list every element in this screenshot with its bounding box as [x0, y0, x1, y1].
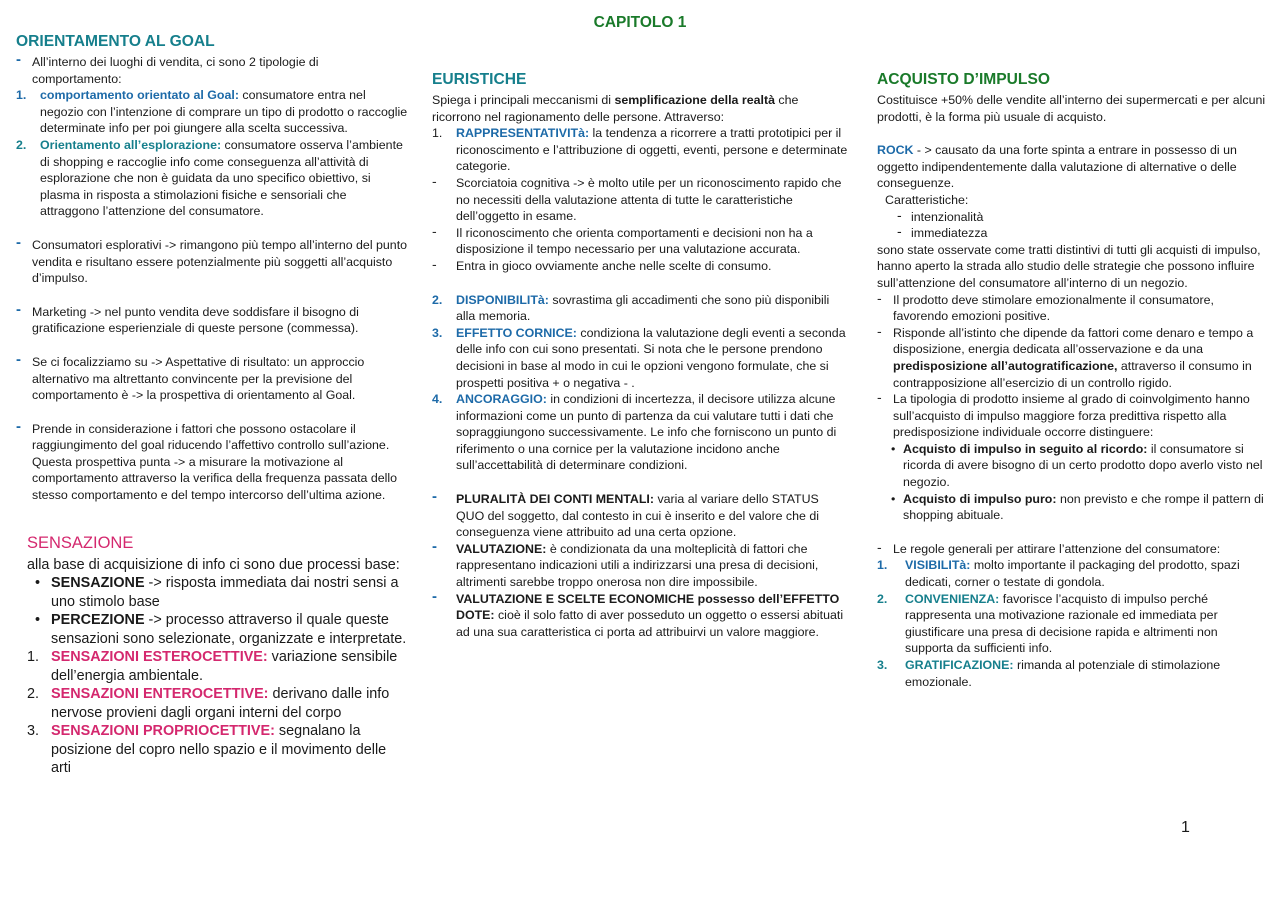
- section-title-impulso: ACQUISTO D’IMPULSO: [877, 71, 1050, 88]
- list-item: • SENSAZIONE -> risposta immediata dai nostri sensi a uno stimolo base: [27, 574, 408, 611]
- list-item: - Il riconoscimento che orienta comportamenti e decisioni non ha a disposizione il tempo necessario per una valutazione accurata.: [432, 225, 850, 258]
- list-item: 3. GRATIFICAZIONE: rimanda al potenziale di stimolazione emozionale.: [877, 658, 1221, 689]
- section-title-sensazione: SENSAZIONE: [27, 533, 134, 552]
- section-sensazione: [16, 533, 408, 778]
- list-item: 2. SENSAZIONI ENTEROCETTIVE: derivano dalle info nervose provieni dagli organi interni del corpo: [27, 686, 390, 721]
- list-item: - Le regole generali per attirare l’attenzione del consumatore:: [877, 541, 1267, 558]
- page-number: 1: [1181, 819, 1190, 836]
- list-item: - Se ci focalizziamo su -> Aspettative di risultato: un approccio alternativo ma altrettanto convincente per la previsione del comportamento è -> la prospettiva di orientamento al Goal.: [16, 354, 408, 404]
- list-item: 4. ANCORAGGIO: in condizioni di incertezza, il decisore utilizza alcune informazioni come un punto di partenza da cui valutare tutti i dati che sopraggiungono successivamente. Le info che forniscono un punto di riferimento o una cornice per la valutazione incidono anche sull’accettabilità di determinare condizioni.: [432, 392, 837, 473]
- list-item: - VALUTAZIONE E SCELTE ECONOMICHE possesso dell’EFFETTO DOTE: cioè il solo fatto di aver posseduto un oggetto o essersi abituati ad una sua caratteristica ci porta ad attribuirvi un valore maggiore.: [432, 591, 850, 641]
- section-title-goal: ORIENTAMENTO AL GOAL: [16, 33, 215, 50]
- list-item: - PLURALITÀ DEI CONTI MENTALI: varia al variare dello STATUS QUO del soggetto, dal contesto in cui è inserito e del valore che di conseguenza viene attribuito ad una certa opzione.: [432, 491, 850, 541]
- item-text: consumatore osserva l’ambiente di shopping e raccoglie info come conseguenza all’attività di esplorazione che non è guidata da uno specifico obiettivo, si plasma in risposta a stimolazioni fisiche e sensoriali che attraggono l’attenzione del consumatore.: [40, 137, 403, 219]
- item-term: Orientamento all’esplorazione:: [40, 137, 222, 152]
- list-item: • Acquisto di impulso in seguito al ricordo: il consumatore si ricorda di avere bisogno di un certo prodotto dopo averlo visto nel negozio.: [877, 441, 1267, 491]
- list-item: - Prende in considerazione i fattori che possono ostacolare il raggiungimento del goal riducendo l’affettivo controllo sull’azione. Questa prospettiva punta -> a misurare la motivazione al comportamento attraverso la verifica della frequenza passata dello stesso comportamento e del tempo intercorso dell’ultima azione.: [16, 421, 408, 504]
- list-item: - Scorciatoia cognitiva -> è molto utile per un riconoscimento rapido che no necessiti della valutazione attenta di tutte le caratteristiche dell’oggetto in esame.: [432, 175, 850, 225]
- list-item: - Entra in gioco ovviamente anche nelle scelte di consumo.: [432, 258, 850, 275]
- list-item: - intenzionalità: [877, 209, 1267, 226]
- column-goal-orientation: [16, 32, 408, 778]
- list-item: 1. SENSAZIONI ESTEROCETTIVE: variazione sensibile dell’energia ambientale.: [27, 649, 398, 684]
- list-item: 3. SENSAZIONI PROPRIOCETTIVE: segnalano la posizione del copro nello spazio e il movimento delle arti: [27, 723, 387, 777]
- item-text: consumatore entra nel negozio con l’intenzione di comprare un tipo di prodotto o raccoglie determinate info per poi giungere alla scelta successiva.: [40, 88, 408, 136]
- list-item: • Acquisto di impulso puro: non previsto e che rompe il pattern di shopping abituale.: [877, 491, 1267, 524]
- list-item: - Marketing -> nel punto vendita deve soddisfare il bisogno di gratificazione esperienziale di queste persone (commessa).: [16, 304, 408, 337]
- euristiche-intro: Spiega i principali meccanismi di semplificazione della realtà che ricorrono nel ragionamento delle persone. Attraverso:: [432, 93, 799, 124]
- item-number: 1.: [16, 88, 27, 103]
- list-item: 2. CONVENIENZA: favorisce l’acquisto di impulso perché rappresenta una motivazione razionale ed immediata per giustificare una presa di decisione rapida e altrimenti non supporta da sufficienti info.: [877, 591, 1218, 656]
- sensazione-intro: alla base di acquisizione di info ci sono due processi base:: [27, 556, 400, 573]
- item-number: 2.: [16, 137, 27, 152]
- rock-paragraph: ROCK - > causato da una forte spinta a entrare in possesso di un oggetto indipendentemente dalla valutazione di alternative o delle conseguenze.: [877, 143, 1237, 191]
- characteristics-label: Caratteristiche:: [885, 192, 969, 207]
- list-item: [16, 137, 408, 220]
- list-item: 3. EFFETTO CORNICE: condiziona la valutazione degli eventi a seconda delle info con cui sono presentati. Si nota che le persone prendono decisioni in base al modo in cui le opzioni vengono formulate, che si prospetti positiva + o negativa - .: [432, 325, 846, 390]
- section-title-euristiche: EURISTICHE: [432, 71, 527, 88]
- list-item: 2. DISPONIBILITà: sovrastima gli accadimenti che sono più disponibili alla memoria.: [432, 292, 830, 324]
- list-item: - Risponde all’istinto che dipende da fattori come denaro e tempo a disposizione, energia dedicata all’osservazione e da una predisposizione all’autogratificazione, attraverso il consumo in contrapposizione all’esercizio di un controllo rigido.: [877, 325, 1267, 391]
- list-item: - VALUTAZIONE: è condizionata da una molteplicità di fattori che rappresentano indicazioni utili a indirizzarsi una presa di decisioni, altrimenti sarebbe troppo onerosa non dire impossibile.: [432, 541, 850, 591]
- list-item: - All’interno dei luoghi di vendita, ci sono 2 tipologie di comportamento:: [16, 54, 408, 87]
- list-item: [16, 87, 408, 137]
- column-euristiche: [432, 70, 850, 640]
- list-item: - La tipologia di prodotto insieme al grado di coinvolgimento hanno sull’acquisto di impulso maggiore forza predittiva rispetto alla predisposizione individuale occorre distinguere:: [877, 391, 1267, 441]
- list-item: 1. RAPPRESENTATIVITà: la tendenza a ricorrere a tratti prototipici per il riconoscimento e l’attribuzione di oggetti, eventi, persone e determinate categorie.: [432, 126, 848, 174]
- list-item: - Consumatori esplorativi -> rimangono più tempo all’interno del punto vendita e risultano essere potenzialmente più soggetti all’acquisto d’impulso.: [16, 237, 408, 287]
- observations-paragraph: sono state osservate come tratti distintivi di tutti gli acquisti di impulso, hanno aperto la strada allo studio delle strategie che possono influire sull’attenzione del consumatore all’interno di un negozio.: [877, 242, 1261, 290]
- list-item: - immediatezza: [877, 225, 1267, 242]
- list-item: - Il prodotto deve stimolare emozionalmente il consumatore, favorendo emozioni positive.: [877, 292, 1267, 325]
- column-acquisto-impulso: [877, 70, 1267, 690]
- item-term: comportamento orientato al Goal:: [40, 88, 239, 103]
- list-item: 1. VISIBILITà: molto importante il packaging del prodotto, spazi dedicati, corner o testate di gondola.: [877, 558, 1240, 590]
- list-item: • PERCEZIONE -> processo attraverso il quale queste sensazioni sono selezionate, organizzate e interpretate.: [27, 611, 408, 648]
- chapter-title: CAPITOLO 1: [593, 14, 687, 31]
- impulso-intro: Costituisce +50% delle vendite all’interno dei supermercati e per alcuni prodotti, è la forma più usuale di acquisto.: [877, 93, 1266, 124]
